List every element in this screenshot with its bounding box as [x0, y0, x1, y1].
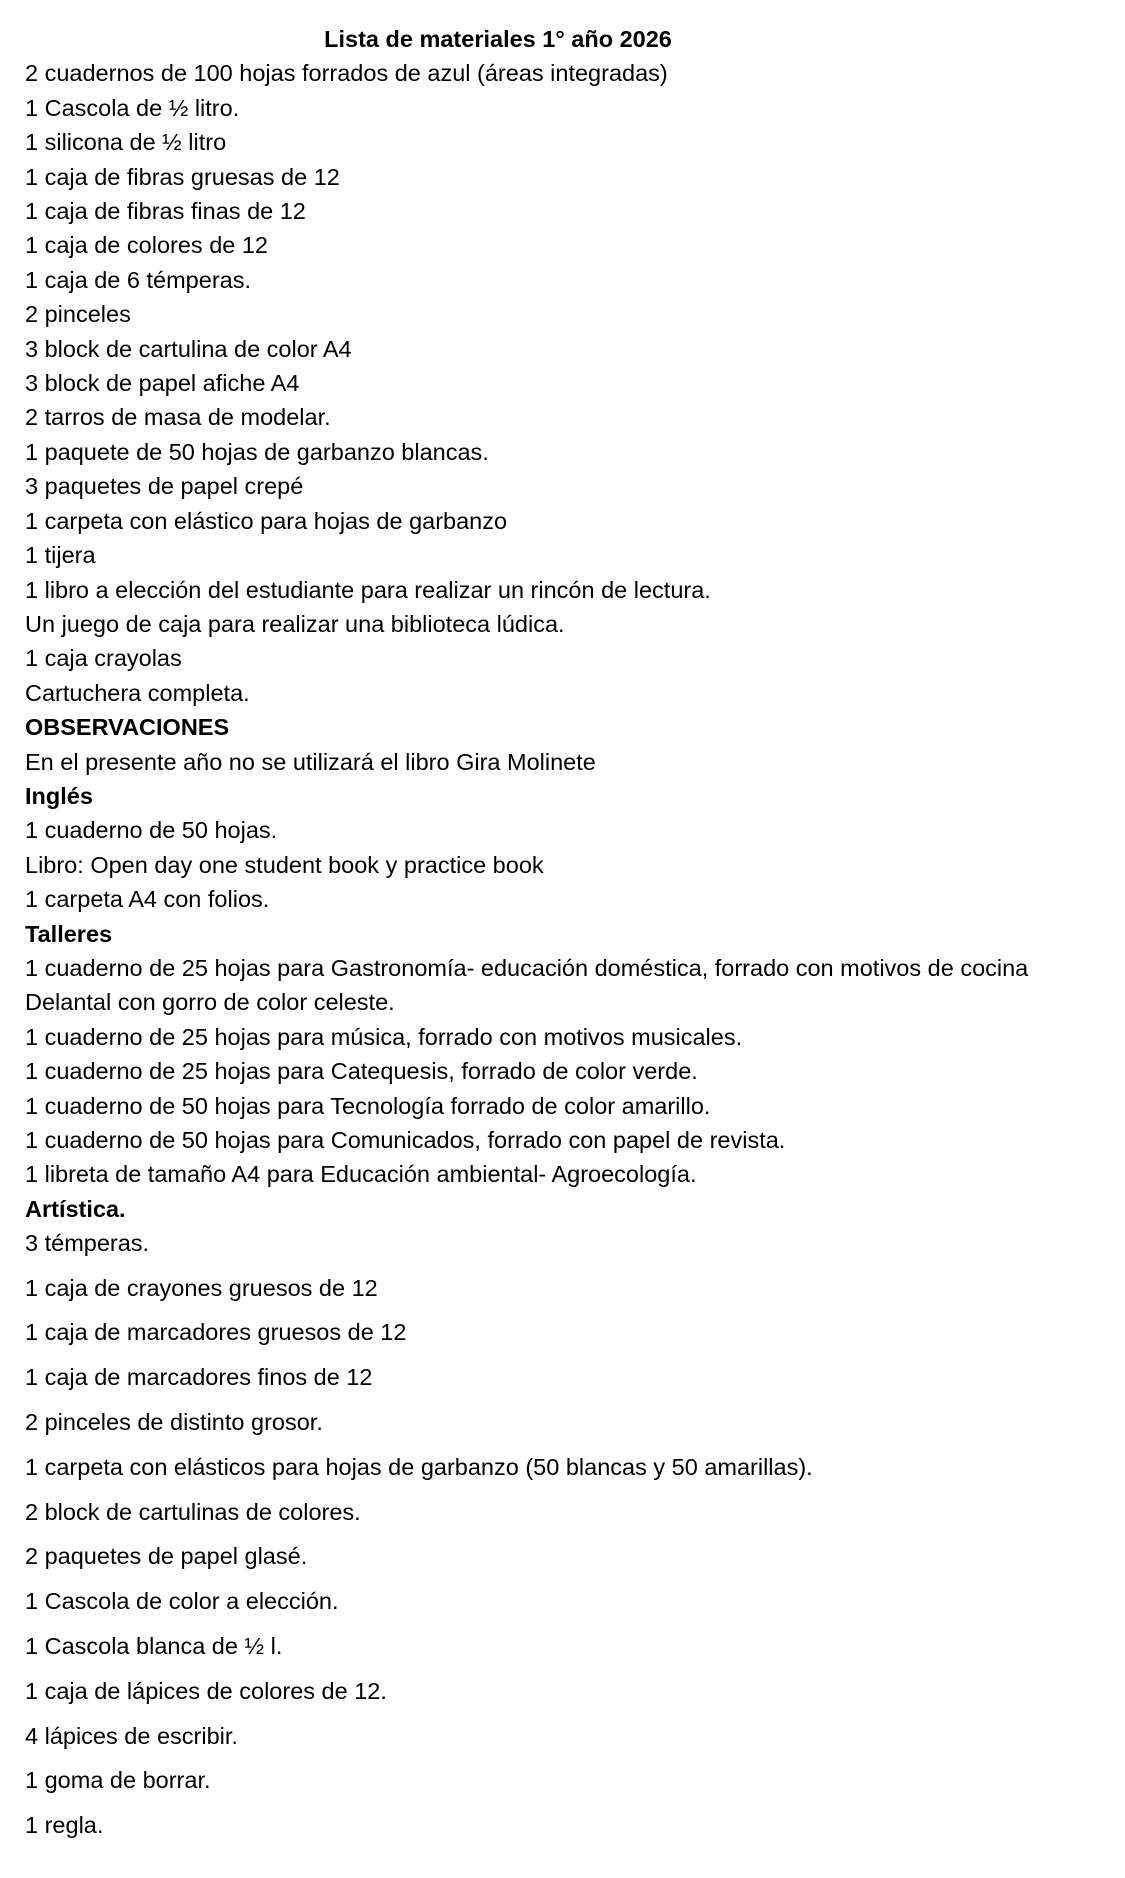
list-item: 1 caja de marcadores finos de 12 — [25, 1364, 373, 1391]
list-item: 4 lápices de escribir. — [25, 1722, 238, 1749]
list-item: 1 caja de fibras gruesas de 12 — [25, 163, 340, 190]
list-item: 1 tijera — [25, 542, 96, 569]
list-item: 1 cuaderno de 25 hojas para Gastronomía- educación doméstica, forrado con motivos de cocina — [25, 954, 1029, 981]
list-item: Cartuchera completa. — [25, 679, 250, 706]
list-item: Delantal con gorro de color celeste. — [25, 989, 395, 1016]
list-item: 1 libreta de tamaño A4 para Educación ambiental- Agroecología. — [25, 1161, 697, 1188]
list-item: 1 Cascola blanca de ½ l. — [25, 1633, 283, 1659]
list-item: 3 block de papel afiche A4 — [25, 370, 300, 397]
list-item: 3 paquetes de papel crepé — [25, 473, 304, 500]
list-item: 2 paquetes de papel glasé. — [25, 1543, 308, 1570]
list-item: 1 Cascola de color a elección. — [25, 1588, 339, 1615]
list-item: 1 silicona de ½ litro — [25, 129, 227, 156]
list-item: 2 tarros de masa de modelar. — [25, 404, 331, 431]
section-heading-talleres: Talleres — [25, 920, 113, 947]
list-item: 1 carpeta con elástico para hojas de garbanzo — [25, 507, 508, 534]
list-item: 1 cuaderno de 50 hojas para Tecnología forrado de color amarillo. — [25, 1092, 711, 1119]
list-item: 1 caja de colores de 12 — [25, 232, 268, 259]
list-item: 1 libro a elección del estudiante para realizar un rincón de lectura. — [25, 576, 711, 603]
list-item: 1 cuaderno de 25 hojas para Catequesis, forrado de color verde. — [25, 1058, 698, 1085]
list-item: 1 caja de marcadores gruesos de 12 — [25, 1319, 407, 1346]
list-item: 1 caja crayolas — [25, 645, 182, 672]
list-item: 1 caja de fibras finas de 12 — [25, 198, 306, 225]
list-item: 1 cuaderno de 25 hojas para música, forrado con motivos musicales. — [25, 1023, 743, 1050]
list-item: 1 paquete de 50 hojas de garbanzo blancas. — [25, 438, 489, 465]
list-item: Un juego de caja para realizar una biblioteca lúdica. — [25, 610, 565, 637]
section-heading-observaciones: OBSERVACIONES — [25, 714, 230, 741]
observaciones-note: En el presente año no se utilizará el libro Gira Molinete — [25, 748, 596, 775]
list-item: 3 block de cartulina de color A4 — [25, 335, 352, 362]
list-item: 2 pinceles de distinto grosor. — [25, 1409, 323, 1436]
list-item: 1 cuaderno de 50 hojas. — [25, 817, 278, 844]
section-heading-artistica: Artística. — [25, 1195, 126, 1222]
list-item: 1 caja de crayones gruesos de 12 — [25, 1274, 378, 1301]
list-item: 2 block de cartulinas de colores. — [25, 1498, 361, 1525]
list-item: 1 caja de 6 témperas. — [25, 266, 251, 293]
list-item: 1 carpeta con elásticos para hojas de garbanzo (50 blancas y 50 amarillas). — [25, 1453, 813, 1480]
list-item: Libro: Open day one student book y practice book — [25, 851, 544, 878]
list-item: 1 cuaderno de 50 hojas para Comunicados, forrado con papel de revista. — [25, 1127, 786, 1153]
artistica-spaced-list — [25, 1266, 971, 1848]
list-item: 2 cuadernos de 100 hojas forrados de azul (áreas integradas) — [25, 60, 668, 87]
section-heading-ingles: Inglés — [25, 782, 93, 809]
list-item: 2 pinceles — [25, 301, 131, 328]
page-title: Lista de materiales 1° año 2026 — [324, 26, 672, 52]
list-item: 3 témperas. — [25, 1230, 150, 1257]
list-item: 1 carpeta A4 con folios. — [25, 886, 270, 913]
list-item: 1 caja de lápices de colores de 12. — [25, 1677, 387, 1704]
list-item: 1 regla. — [25, 1812, 104, 1839]
list-item: 1 goma de borrar. — [25, 1767, 211, 1794]
list-item: 1 Cascola de ½ litro. — [25, 94, 240, 121]
